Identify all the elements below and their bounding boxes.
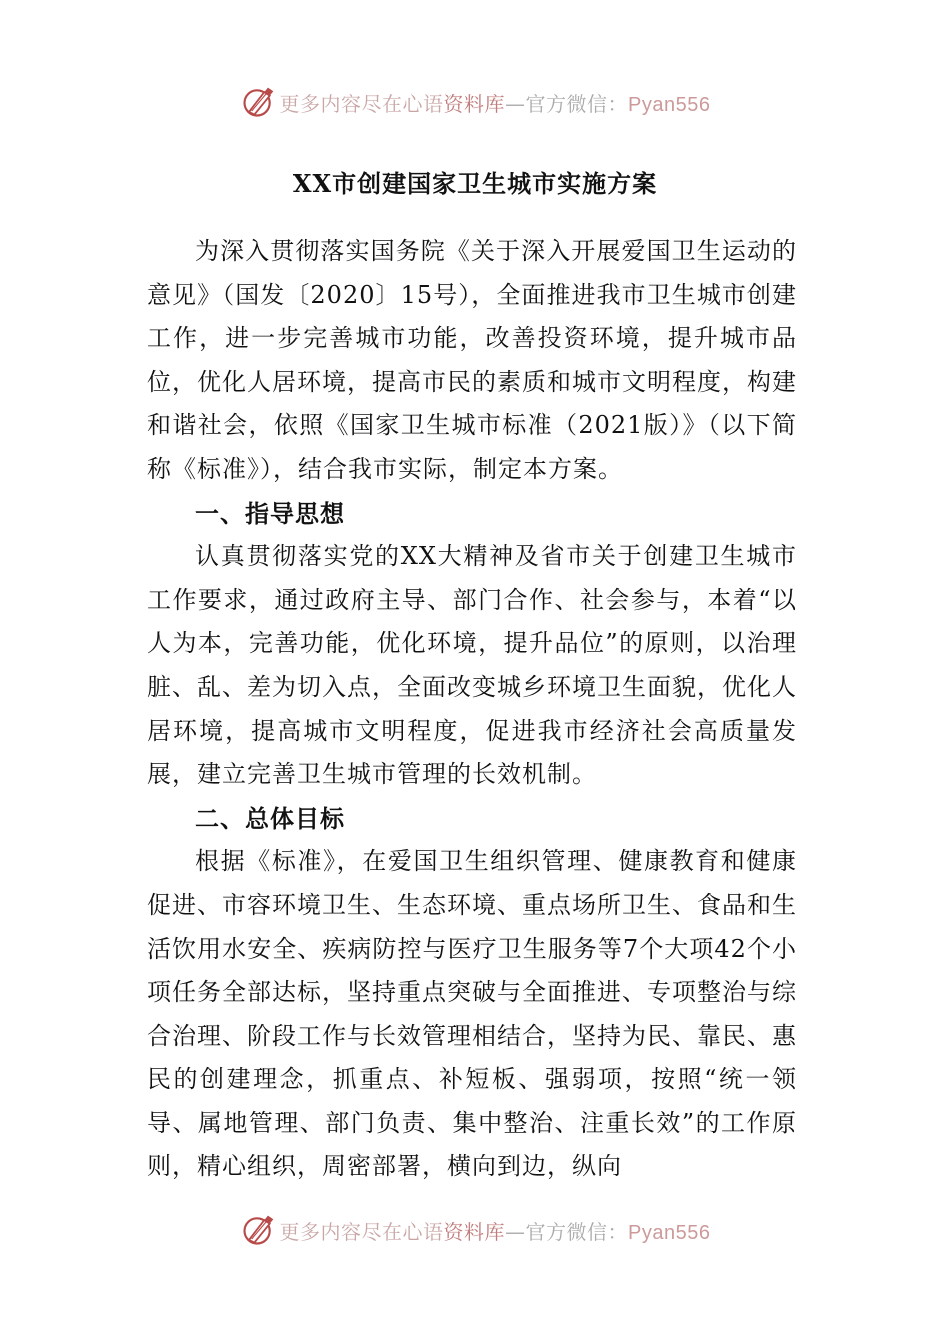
header-watermark-banner [0,80,950,124]
section-paragraph-overall-goals: 根据《标准》，在爱国卫生组织管理、健康教育和健康促进、市容环境卫生、生态环境、重点场所卫生、食品和生活饮用水安全、疾病防控与医疗卫生服务等7个大项42个小项任务全部达标，坚持重点突破与全面推进、专项整治与综合治理、阶段工作与长效管理相结合，坚持为民、靠民、惠民的创建理念，抓重点、补短板、强弱项，按照“统一领导、属地管理、部门负责、集中整治、注重长效”的工作原则，精心组织，周密部署，横向到边，纵向 [147,847,797,1181]
pen-nib-logo-icon [240,1212,276,1248]
watermark-text: 更多内容尽在心语资料库—官方微信：Pyan556 [279,1219,711,1244]
section-heading-overall-goals: 二、总体目标 [195,803,345,833]
intro-paragraph: 为深入贯彻落实国务院《关于深入开展爱国卫生运动的意见》（国发〔2020〕15号），全面推进我市卫生城市创建工作，进一步完善城市功能，改善投资环境，提升城市品位，优化人居环境，提高市民的素质和城市文明程度，构建和谐社会，依照《国家卫生城市标准（2021版）》（以下简称《标准》），结合我市实际，制定本方案。 [147,237,797,483]
section-paragraph-guiding-ideology: 认真贯彻落实党的XX大精神及省市关于创建卫生城市工作要求，通过政府主导、部门合作、社会参与，本着“以人为本，完善功能，优化环境，提升品位”的原则，以治理脏、乱、差为切入点，全面改变城乡环境卫生面貌，优化人居环境，提高城市文明程度，促进我市经济社会高质量发展，建立完善卫生城市管理的长效机制。 [147,542,797,789]
footer-watermark-banner [0,1208,950,1252]
document-title: XX市创建国家卫生城市实施方案 [292,169,658,198]
pen-nib-logo-icon [240,84,276,120]
document-body [147,230,797,1189]
watermark-text: 更多内容尽在心语资料库—官方微信：Pyan556 [279,91,711,116]
section-heading-guiding-ideology: 一、指导思想 [195,498,345,528]
